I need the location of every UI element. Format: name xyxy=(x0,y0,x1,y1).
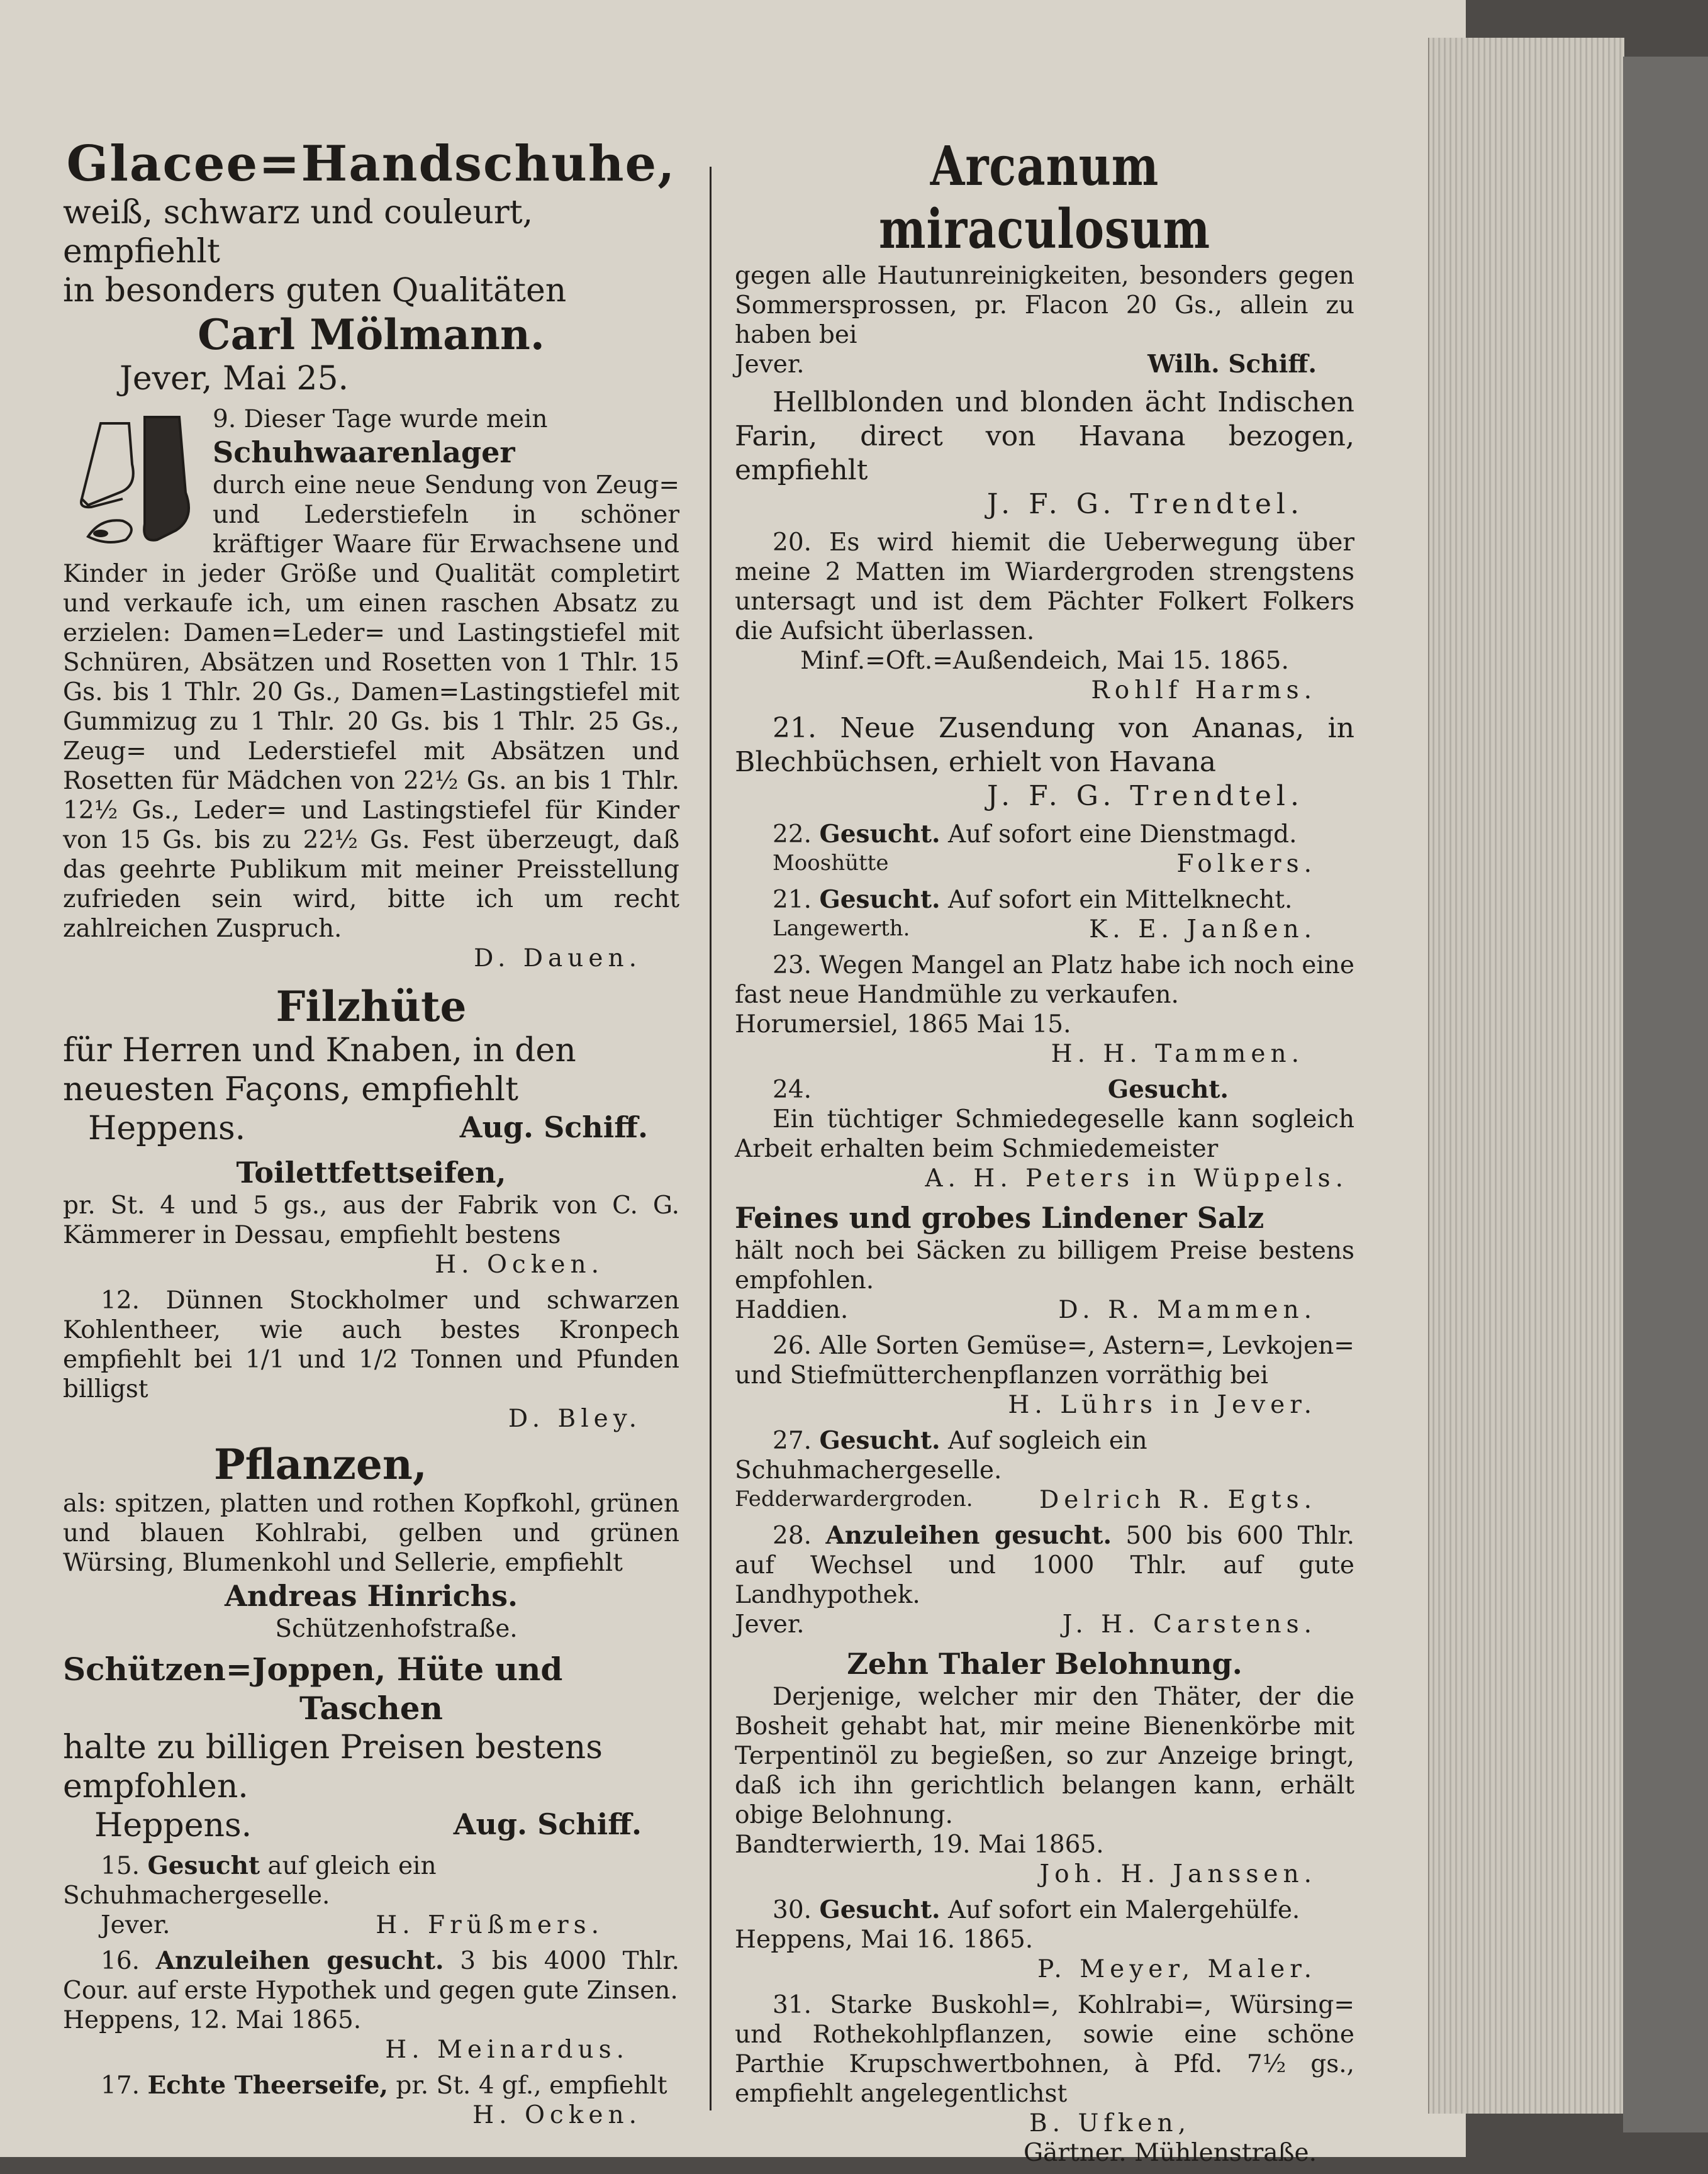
ad-number: 27. xyxy=(773,1427,812,1455)
ad-24 xyxy=(735,1075,1354,1193)
ad-title: Pflanzen, xyxy=(214,1440,427,1489)
advertiser-name: Wilh. Schiff. xyxy=(1147,350,1317,379)
ad-body: 12. Dünnen Stockholmer und schwarzen Kohlentheer, wie auch bestes Kronpech empfiehlt bei 1/1 und 1/2 Tonnen und Pfunden billigst xyxy=(63,1286,679,1403)
ad-text: Auf sogleich ein Schuhmachergeselle. xyxy=(735,1427,1147,1485)
ad-number: 28. xyxy=(773,1522,812,1550)
ad-number: 15. xyxy=(101,1852,140,1880)
ad-22 xyxy=(735,820,1354,879)
ad-title: Toilettfettseifen, xyxy=(236,1156,506,1190)
ad-23 xyxy=(735,950,1354,1069)
ad-intro: 9. Dieser Tage wurde mein xyxy=(213,405,548,433)
ad-body: gegen alle Hautunreinigkeiten, besonders gegen Sommersprossen, pr. Flacon 20 Gs., allein zu haben bei xyxy=(735,262,1354,349)
ad-signature: K. E. Janßen. xyxy=(1089,915,1317,944)
ad-body: 26. Alle Sorten Gemüse=, Astern=, Levkojen= und Stiefmütterchenpflanzen vorräthig bei xyxy=(735,1332,1354,1390)
ad-head: Gesucht. xyxy=(819,885,941,914)
ad-body: Hellblonden und blonden ächt Indischen Farin, direct von Havana bezogen, empfiehlt xyxy=(735,386,1354,486)
ad-26 xyxy=(735,1331,1354,1420)
ad-date: Jever, Mai 25. xyxy=(120,360,349,398)
ad-glacee-handschuhe xyxy=(63,135,679,398)
ad-body: 20. Es wird hiemit die Ueberwegung über meine 2 Matten im Wiardergroden strengstens untersagt und ist dem Pächter Folkert Folkers die Aufsicht überlassen. xyxy=(735,528,1354,645)
ad-head: Anzuleihen gesucht. xyxy=(825,1521,1112,1550)
ad-title: Schuhwaarenlager xyxy=(213,435,515,469)
ad-signature: H. Früßmers. xyxy=(376,1911,604,1939)
ad-15 xyxy=(63,1851,679,1940)
ad-filzhuete xyxy=(63,982,679,1148)
ad-signature: J. F. G. Trendtel. xyxy=(986,488,1304,520)
advertiser-name: Andreas Hinrichs. xyxy=(225,1579,518,1613)
ad-number: 30. xyxy=(773,1896,812,1924)
ad-number: 21. xyxy=(773,886,812,914)
ad-title: Zehn Thaler Belohnung. xyxy=(847,1647,1242,1681)
ad-date: Horumersiel, 1865 Mai 15. xyxy=(735,1010,1071,1039)
ad-street: Schützenhofstraße. xyxy=(275,1615,518,1643)
ad-stockholmer-theer xyxy=(63,1286,679,1434)
ad-title: Taschen xyxy=(299,1690,443,1727)
ad-text: 500 bis 600 Thlr. auf Wechsel und 1000 Thlr. auf gute Landhypothek. xyxy=(735,1522,1354,1609)
ad-28 xyxy=(735,1521,1354,1639)
book-page-edges xyxy=(1428,38,1624,2114)
ad-date: Minf.=Oft.=Außendeich, Mai 15. 1865. xyxy=(800,647,1289,675)
ad-role: Gärtner. Mühlenstraße. xyxy=(1023,2139,1317,2167)
ad-signature: Folkers. xyxy=(1176,850,1317,878)
column-divider xyxy=(710,167,712,2110)
ad-head: Gesucht. xyxy=(819,1895,941,1924)
ad-head: Gesucht xyxy=(147,1851,260,1880)
ad-signature: H. Lührs in Jever. xyxy=(1008,1391,1317,1419)
ad-title: Arcanum miraculosum xyxy=(879,135,1210,261)
ad-line: weiß, schwarz und couleurt, empfiehlt xyxy=(63,194,533,270)
ad-number: 17. xyxy=(101,2071,140,2100)
advertiser-name: Aug. Schiff. xyxy=(459,1110,648,1144)
ad-head: Echte Theerseife, xyxy=(147,2071,388,2100)
ad-21-mittelknecht xyxy=(735,885,1354,944)
ad-20 xyxy=(735,528,1354,705)
boots-illustration xyxy=(63,404,201,549)
ad-date: Heppens, 12. Mai 1865. xyxy=(63,2006,362,2034)
ad-place: Fedderwardergroden. xyxy=(735,1486,973,1512)
ad-signature: J. H. Carstens. xyxy=(1062,1610,1317,1639)
ad-body: pr. St. 4 und 5 gs., aus der Fabrik von C. G. Kämmerer in Dessau, empfiehlt bestens xyxy=(63,1191,679,1249)
book-binding xyxy=(1623,57,1708,2132)
ad-text: 3 bis 4000 Thlr. Cour. auf erste Hypothek und gegen gute Zinsen. xyxy=(63,1947,679,2005)
ad-signature: H. Ocken. xyxy=(472,2101,642,2129)
ad-signature: H. H. Tammen. xyxy=(1051,1040,1304,1068)
ad-text: auf gleich ein Schuhmachergeselle. xyxy=(63,1852,437,1910)
left-column xyxy=(63,135,679,2136)
ad-number: 16. xyxy=(101,1947,140,1975)
ad-text: pr. St. 4 gf., empfiehlt xyxy=(396,2071,667,2100)
ad-body: hält noch bei Säcken zu billigem Preise bestens empfohlen. xyxy=(735,1237,1354,1295)
ad-head: Anzuleihen gesucht. xyxy=(155,1946,444,1975)
ad-signature: P. Meyer, Maler. xyxy=(1037,1955,1317,1983)
ad-signature: H. Ocken. xyxy=(435,1251,604,1279)
ad-30 xyxy=(735,1895,1354,1984)
advertiser-name: Aug. Schiff. xyxy=(453,1807,642,1841)
ad-17 xyxy=(63,2071,679,2130)
ad-title: Glacee=Handschuhe, xyxy=(66,135,676,192)
ad-signature: Joh. H. Janssen. xyxy=(1039,1860,1317,1888)
ad-signature: B. Ufken, xyxy=(1029,2109,1191,2138)
ad-body: durch eine neue Sendung von Zeug= und Lederstiefeln in schöner kräftiger Waare für Erwachsene und Kinder in jeder Größe und Qualität completirt und verkaufe ich, um einen raschen Absatz zu erzielen: Damen=Leder= und Lastingstiefel mit Schnüren, Absätzen und Rosetten von 1 Thlr. 15 Gs. bis 1 Thlr. 20 Gs., Damen=Lastingstiefel mit Gummizug zu 1 Thlr. 20 Gs. bis 1 Thlr. 25 Gs., Zeug= und Lederstiefel mit Absätzen und Rosetten für Mädchen von 22½ Gs. an bis 1 Thlr. 12½ Gs., Leder= und Lastingstiefel für Kinder von 15 Gs. bis zu 22½ Gs. Fest überzeugt, daß das geehrte Publikum mit meiner Preisstellung zufrieden sein wird, bitte ich um recht zahlreichen Zuspruch. xyxy=(63,471,679,943)
ad-signature: H. Meinardus. xyxy=(385,2036,629,2064)
ad-farin xyxy=(735,386,1354,521)
ad-31 xyxy=(735,1990,1354,2168)
ad-lindener-salz xyxy=(735,1200,1354,1325)
ad-place: Heppens. xyxy=(88,1110,246,1147)
ad-line: empfohlen. xyxy=(63,1768,248,1805)
ad-number: 24. xyxy=(773,1076,812,1104)
ad-head: Gesucht. xyxy=(1107,1075,1229,1104)
ad-arcanum xyxy=(735,135,1354,379)
ad-signature: Rohlf Harms. xyxy=(1091,676,1317,705)
ad-date: Bandterwierth, 19. Mai 1865. xyxy=(735,1831,1104,1859)
ad-line: neuesten Façons, empfiehlt xyxy=(63,1071,518,1108)
ad-title: Schützen=Joppen, Hüte und xyxy=(63,1651,563,1688)
ad-place: Langewerth. xyxy=(773,916,910,941)
ad-body: 21. Neue Zusendung von Ananas, in Blechbüchsen, erhielt von Havana xyxy=(735,712,1354,778)
ad-place: Jever. xyxy=(101,1911,170,1939)
ad-place: Heppens. xyxy=(94,1807,252,1844)
ad-signature: J. F. G. Trendtel. xyxy=(986,780,1304,812)
ad-pflanzen xyxy=(63,1440,679,1644)
ad-body: als: spitzen, platten und rothen Kopfkohl, grünen und blauen Kohlrabi, gelben und grünen Würsing, Blumenkohl und Sellerie, empfiehlt xyxy=(63,1490,679,1577)
ad-text: Auf sofort eine Dienstmagd. xyxy=(947,820,1297,849)
ad-16 xyxy=(63,1946,679,2065)
right-column xyxy=(735,135,1354,2174)
ad-21-ananas xyxy=(735,711,1354,813)
ad-signature: A. H. Peters in Wüppels. xyxy=(925,1164,1348,1193)
ad-body: 23. Wegen Mangel an Platz habe ich noch eine fast neue Handmühle zu verkaufen. xyxy=(735,951,1354,1009)
ad-body: 31. Starke Buskohl=, Kohlrabi=, Würsing= und Rothekohlpflanzen, sowie eine schöne Parthie Krupschwertbohnen, à Pfd. 7½ gs., empfiehlt angelegentlichst xyxy=(735,1991,1354,2108)
ad-schuhwaarenlager xyxy=(63,404,679,973)
ad-signature: D. R. Mammen. xyxy=(1058,1296,1317,1324)
ad-line: halte zu billigen Preisen bestens xyxy=(63,1729,603,1766)
ad-place: Mooshütte xyxy=(773,850,889,876)
ad-head: Gesucht. xyxy=(819,1426,941,1455)
ad-number: 22. xyxy=(773,820,812,849)
ad-27 xyxy=(735,1426,1354,1515)
ad-toilettfettseifen xyxy=(63,1154,679,1279)
ad-body: Derjenige, welcher mir den Thäter, der die Bosheit gehabt hat, mir meine Bienenkörbe mit Terpentinöl zu begießen, so zur Anzeige bringt, daß ich ihn gerichtlich belangen kann, erhält obige Belohnung. xyxy=(735,1683,1354,1829)
ad-line: für Herren und Knaben, in den xyxy=(63,1032,576,1069)
ad-text: Auf sofort ein Malergehülfe. xyxy=(947,1896,1300,1924)
ad-signature: Delrich R. Egts. xyxy=(1039,1486,1317,1514)
ad-title: Feines und grobes Lindener Salz xyxy=(735,1201,1264,1235)
ad-body: Ein tüchtiger Schmiedegeselle kann sogleich Arbeit erhalten beim Schmiedemeister xyxy=(735,1105,1354,1163)
ad-text: Auf sofort ein Mittelknecht. xyxy=(947,886,1293,914)
ad-title: Filzhüte xyxy=(276,982,467,1031)
ad-line: in besonders guten Qualitäten xyxy=(63,272,567,309)
ad-place: Haddien. xyxy=(735,1296,849,1324)
ad-signature: D. Bley. xyxy=(508,1405,642,1433)
ad-schuetzen-joppen xyxy=(63,1650,679,1845)
advertiser-name: Carl Mölmann. xyxy=(198,310,545,359)
ad-place: Jever. xyxy=(735,350,805,379)
ad-zehn-thaler-belohnung xyxy=(735,1646,1354,1889)
ad-head: Gesucht. xyxy=(819,820,941,849)
ad-signature: D. Dauen. xyxy=(474,944,642,973)
ad-date: Heppens, Mai 16. 1865. xyxy=(735,1926,1034,1954)
ad-place: Jever. xyxy=(735,1610,805,1639)
